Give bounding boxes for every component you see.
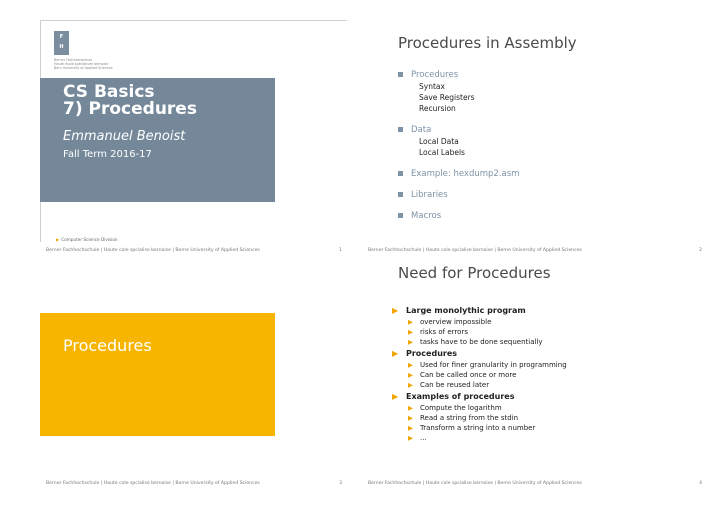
bullet-item [392, 433, 567, 443]
bullet-text: overview impossible [420, 318, 492, 326]
bullet-text: Can be called once or more [420, 371, 517, 379]
slide-footer [368, 248, 702, 253]
toc-item [398, 169, 519, 179]
presentation-title [63, 84, 197, 118]
slide-footer [46, 481, 342, 486]
title-line-1: CS Basics [63, 82, 155, 102]
bullet-text: risks of errors [420, 328, 468, 336]
toc-item-label: Example: hexdump2.asm [411, 169, 520, 179]
bullet-list [392, 304, 567, 443]
institution-line: Berner Fachhochschule [54, 58, 93, 62]
bullet-text: Read a string from the stdin [420, 414, 519, 422]
toc-item [398, 190, 519, 200]
bullet-group [392, 390, 567, 403]
bullet-item [392, 360, 567, 370]
term: Fall Term 2016-17 [63, 149, 152, 160]
bullet-item [392, 370, 567, 380]
square-bullet-icon [398, 171, 403, 176]
bullet-group-label: Large monolythic program [406, 306, 526, 315]
square-bullet-icon [398, 72, 403, 77]
title-line-2: 7) Procedures [63, 99, 197, 119]
institution-line: Haute école spécialisée bernoise [54, 62, 109, 67]
triangle-bullet-icon: ▶ [408, 414, 413, 422]
bullet-text: ... [420, 434, 427, 442]
page-number: 3 [339, 481, 342, 486]
triangle-bullet-icon: ▶ [408, 371, 413, 379]
square-bullet-icon [398, 127, 403, 132]
triangle-bullet-icon: ▶ [408, 381, 413, 389]
bullet-item [392, 403, 567, 413]
page-number: 4 [699, 481, 702, 486]
footer-text: Berner Fachhochschule | Haute cole spcialise bernoise | Berne University of Applied Sciences [368, 481, 582, 486]
bfh-logo [54, 31, 69, 55]
footer-text: Berner Fachhochschule | Haute cole spcialise bernoise | Berne University of Applied Sciences [46, 248, 260, 253]
logo-letter-h: H [59, 44, 64, 50]
footer-text: Berner Fachhochschule | Haute cole spcialise bernoise | Berne University of Applied Sciences [368, 248, 582, 253]
toc-subitem: Local Data [419, 137, 459, 146]
content-slide [360, 255, 720, 510]
section-band [40, 313, 275, 436]
bullet-group-label: Procedures [406, 349, 458, 358]
bullet-item [392, 423, 567, 433]
logo-letter-f: F [59, 34, 64, 40]
bullet-text: Compute the logarithm [420, 404, 502, 412]
title-slide [0, 0, 360, 255]
toc-item-label: Macros [411, 211, 442, 221]
triangle-bullet-icon: ▶ [392, 349, 399, 358]
toc-item-label: Data [411, 125, 432, 135]
bullet-group-label: Examples of procedures [406, 392, 515, 401]
page-number: 2 [699, 248, 702, 253]
top-rule [40, 20, 347, 21]
bullet-text: Used for finer granularity in programming [420, 361, 567, 369]
square-bullet-icon [398, 213, 403, 218]
triangle-bullet-icon: ▶ [408, 434, 413, 442]
toc-item-label: Procedures [411, 70, 459, 80]
author: Emmanuel Benoist [63, 129, 186, 144]
bullet-text: Can be reused later [420, 381, 490, 389]
toc-subitem: Recursion [419, 104, 456, 113]
toc-item-label: Libraries [411, 190, 448, 200]
slide-footer [46, 248, 342, 253]
toc-item [398, 70, 519, 80]
bullet-item [392, 317, 567, 327]
triangle-bullet-icon: ▶ [56, 237, 60, 242]
slide-footer [368, 481, 702, 486]
slide-title: Need for Procedures [398, 264, 551, 282]
bullet-item [392, 327, 567, 337]
footer-text: Berner Fachhochschule | Haute cole spcialise bernoise | Berne University of Applied Sciences [46, 481, 260, 486]
triangle-bullet-icon: ▶ [408, 328, 413, 336]
triangle-bullet-icon: ▶ [408, 318, 413, 326]
toc-item [398, 211, 519, 221]
institution-line: Bern University of Applied Sciences [54, 66, 113, 71]
toc-item [398, 125, 519, 135]
toc-subitem: Save Registers [419, 93, 475, 102]
division-label [56, 237, 118, 242]
page-number: 1 [339, 248, 342, 253]
table-of-contents [398, 70, 519, 221]
toc-subitem: Syntax [419, 82, 445, 91]
division-text: Computer Science Division [61, 237, 118, 242]
bullet-group [392, 347, 567, 360]
triangle-bullet-icon: ▶ [392, 306, 399, 315]
slide-title: Procedures in Assembly [398, 34, 577, 52]
square-bullet-icon [398, 192, 403, 197]
triangle-bullet-icon: ▶ [408, 361, 413, 369]
institution-name [54, 58, 154, 71]
toc-subitem: Local Labels [419, 148, 465, 157]
bullet-item [392, 380, 567, 390]
triangle-bullet-icon: ▶ [392, 392, 399, 401]
bullet-text: Transform a string into a number [420, 424, 536, 432]
triangle-bullet-icon: ▶ [408, 338, 413, 346]
section-title: Procedures [63, 336, 152, 355]
bullet-item [392, 413, 567, 423]
bullet-group [392, 304, 567, 317]
section-slide [0, 255, 360, 510]
outline-slide [360, 0, 720, 255]
bullet-item [392, 337, 567, 347]
triangle-bullet-icon: ▶ [408, 424, 413, 432]
triangle-bullet-icon: ▶ [408, 404, 413, 412]
bullet-text: tasks have to be done sequentially [420, 338, 543, 346]
